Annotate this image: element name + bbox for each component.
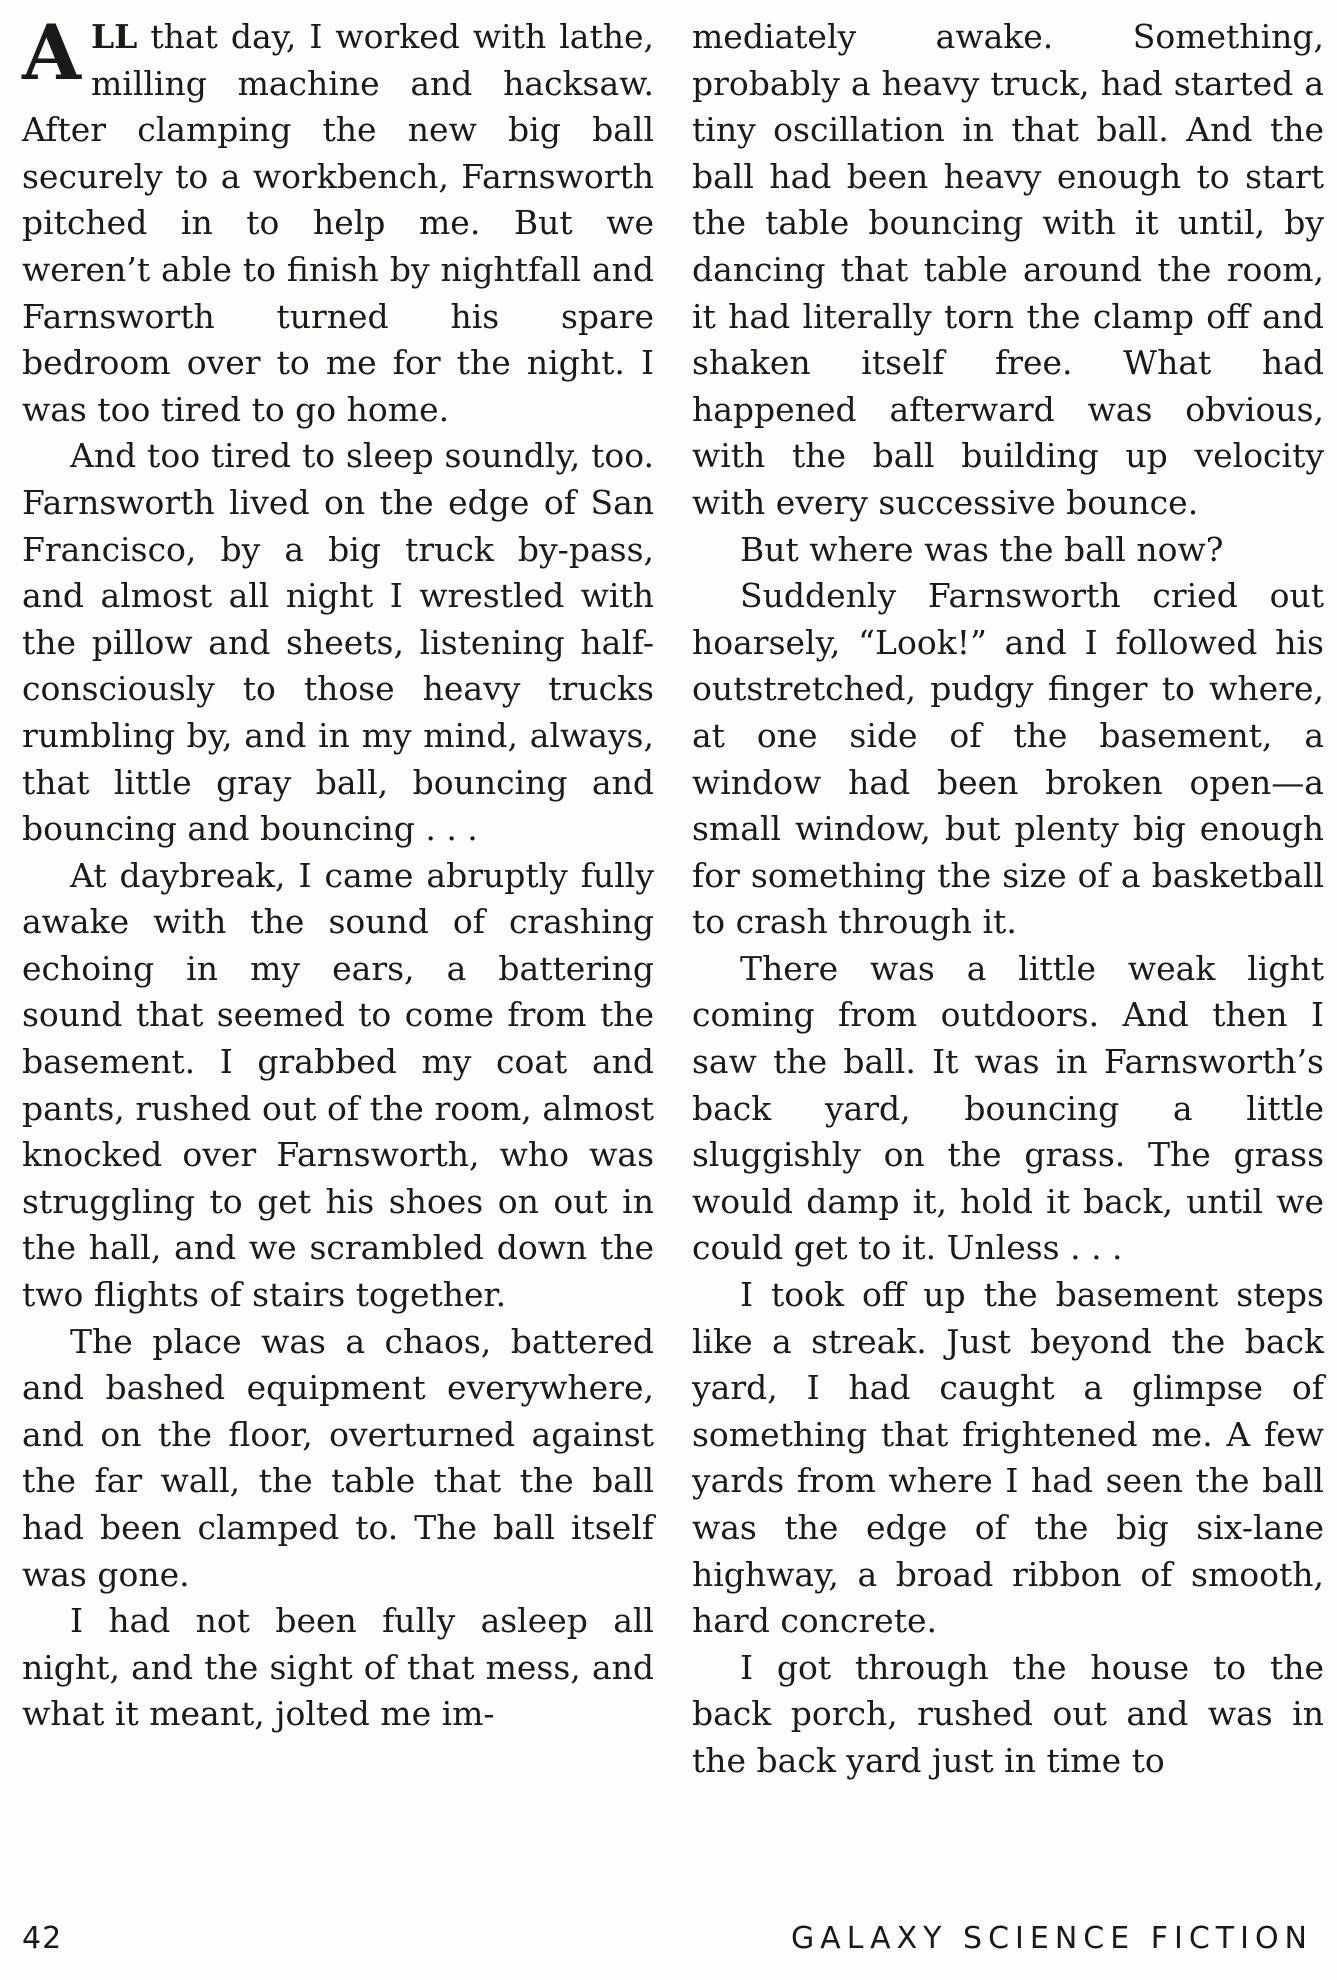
paragraph	[22, 8, 654, 433]
paragraph: But where was the ball now?	[740, 529, 1224, 569]
paragraph: I took off up the basement steps like a streak. Just beyond the back yard, I had caught a glimpse of something that frightened me. A few yards from where I had seen the ball was the edge of the big six-lane highway, a broad ribbon of smooth, hard concrete.	[692, 1275, 1324, 1641]
paragraph-text: that day, I worked with lathe, milling machine and hacksaw. After clamping the new big ball securely to a workbench, Farnsworth pitched in to help me. But we weren’t able to finish by nightfall and Farnsworth turned his spare bedroom over to me for the night. I was too tired to go home.	[22, 17, 654, 429]
paragraph: And too tired to sleep soundly, too. Farnsworth lived on the edge of San Francisco, by a big truck by-pass, and almost all night I wrestled with the pillow and sheets, listening half-consciously to those heavy trucks rumbling by, and in my mind, always, that little gray ball, bouncing and bouncing and bouncing . . .	[22, 436, 654, 849]
paragraph: At daybreak, I came abruptly fully awake with the sound of crashing echoing in my ears, a battering sound that seemed to come from the basement. I grabbed my coat and pants, rushed out of the room, almost knocked over Farnsworth, who was struggling to get his shoes on out in the hall, and we scrambled down the two flights of stairs together.	[22, 855, 654, 1315]
paragraph: mediately awake. Something, probably a heavy truck, had started a tiny oscillation in that ball. And the ball had been heavy enough to start the table bouncing with it until, by dancing that table around the room, it had literally torn the clamp off and shaken itself free. What had happened afterward was obvious, with the ball building up velocity with every successive bounce.	[692, 17, 1324, 522]
paragraph: The place was a chaos, battered and bashed equipment everywhere, and on the floor, overturned against the far wall, the table that the ball had been clamped to. The ball itself was gone.	[22, 1321, 654, 1594]
drop-cap: A	[22, 8, 81, 97]
paragraph: I got through the house to the back porch, rushed out and was in the back yard just in time to	[692, 1647, 1324, 1780]
paragraph: I had not been fully asleep all night, and the sight of that mess, and what it meant, jolted me im-	[22, 1601, 654, 1734]
page-number: 42	[22, 1921, 63, 1956]
text-column-left	[22, 8, 654, 1738]
text-column-right	[692, 14, 1324, 1785]
running-title: GALAXY SCIENCE FICTION	[790, 1921, 1313, 1956]
paragraph: Suddenly Farnsworth cried out hoarsely, “Look!” and I followed his outstretched, pudgy finger to where, at one side of the basement, a window had been broken open—a small window, but plenty big enough for something the size of a basketball to crash through it.	[692, 576, 1324, 942]
paragraph: There was a little weak light coming from outdoors. And then I saw the ball. It was in Farnsworth’s back yard, bouncing a little sluggishly on the grass. The grass would damp it, hold it back, until we could get to it. Unless . . .	[692, 948, 1324, 1268]
lead-in: LL	[90, 17, 138, 56]
